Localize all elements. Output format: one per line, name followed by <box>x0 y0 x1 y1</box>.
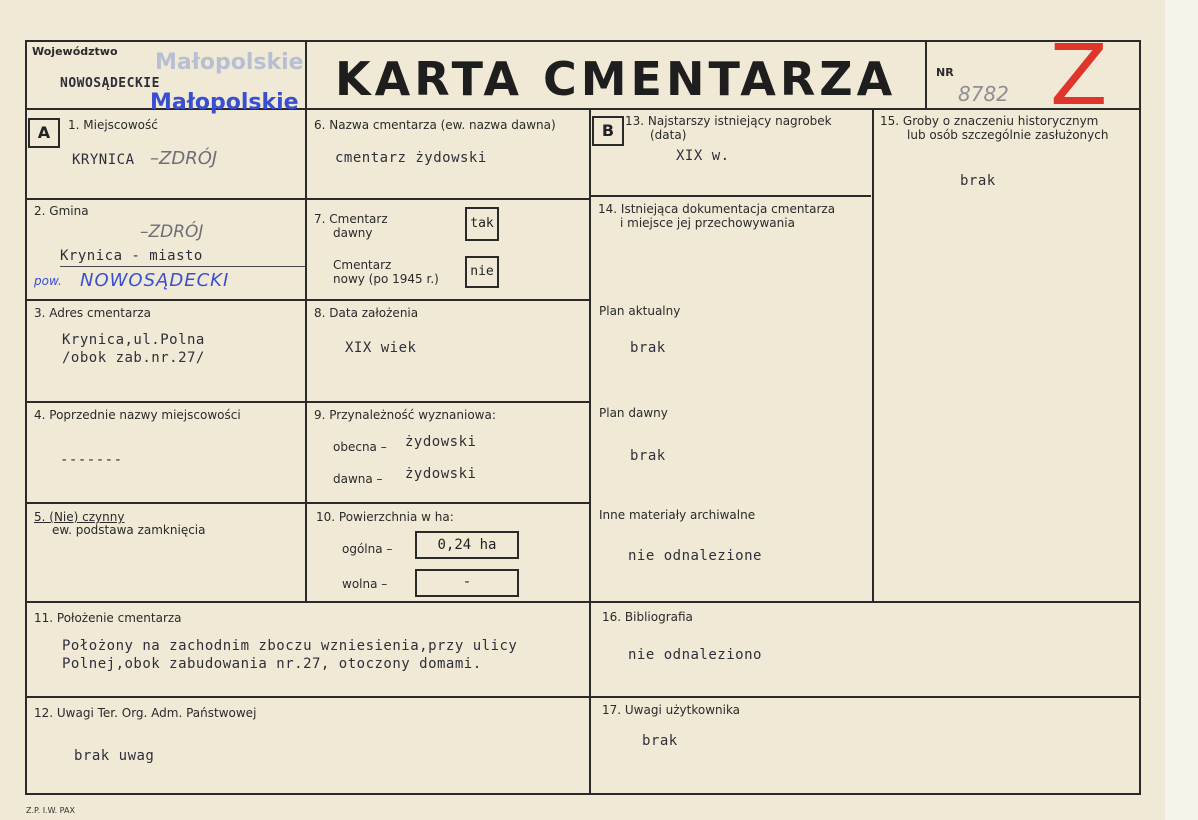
b-divider-1 <box>590 195 871 197</box>
plan-current-label: Plan aktualny <box>599 304 681 318</box>
field-2-hand-above: –ZDRÓJ <box>140 222 204 242</box>
col-divider-2 <box>589 108 591 795</box>
field-7-label-new: Cmentarz <box>333 258 392 272</box>
category-letter: Z <box>1050 26 1108 124</box>
row-divider-3 <box>25 401 590 403</box>
other-materials-label: Inne materiały archiwalne <box>599 508 756 522</box>
field-13-label-2: (data) <box>650 128 687 142</box>
voivodeship-label: Województwo <box>32 45 118 58</box>
field-5-label: 5. (Nie) czynny <box>34 510 125 524</box>
field-7-label-new-2: nowy (po 1945 r.) <box>333 272 439 286</box>
field-15-label: 15. Groby o znaczeniu historycznym <box>880 114 1099 128</box>
printer-mark: Z.P. I.W. PAX <box>26 806 75 815</box>
field-14-label: 14. Istniejąca dokumentacja cmentarza <box>598 202 836 216</box>
field-11-line1: Położony na zachodnim zboczu wzniesienia,przy ulicy <box>62 638 518 654</box>
row-divider-1 <box>25 198 590 200</box>
field-7-label: 7. Cmentarz <box>314 212 388 226</box>
field-2-label: 2. Gmina <box>34 204 89 218</box>
field-10-free-value[interactable]: - <box>415 569 519 597</box>
nr-label: NR <box>936 66 954 79</box>
field-15-value: brak <box>960 173 996 189</box>
plan-old-value: brak <box>630 448 666 464</box>
field-6-label: 6. Nazwa cmentarza (ew. nazwa dawna) <box>314 118 556 132</box>
field-11-line2: Polnej,obok zabudowania nr.27, otoczony domami. <box>62 656 482 672</box>
field-1-label: 1. Miejscowość <box>68 118 158 132</box>
field-7-new-checkbox[interactable]: nie <box>465 256 499 288</box>
field-16-label: 16. Bibliografia <box>602 610 693 624</box>
row-divider-2 <box>25 299 590 301</box>
field-1-hand: –ZDRÓJ <box>150 148 218 169</box>
field-9-former-label: dawna – <box>333 472 383 486</box>
field-16-value: nie odnaleziono <box>628 647 762 663</box>
field-3-label: 3. Adres cmentarza <box>34 306 151 320</box>
row-divider-4 <box>25 502 590 504</box>
row-divider-6 <box>25 696 1141 698</box>
plan-old-label: Plan dawny <box>599 406 668 420</box>
field-4-label: 4. Poprzednie nazwy miejscowości <box>34 408 241 422</box>
field-12-label: 12. Uwagi Ter. Org. Adm. Państwowej <box>34 706 257 720</box>
field-7-label-old: dawny <box>333 226 373 240</box>
field-11-label: 11. Położenie cmentarza <box>34 611 182 625</box>
field-8-label: 8. Data założenia <box>314 306 419 320</box>
field-17-label: 17. Uwagi użytkownika <box>602 703 741 717</box>
field-10-free-label: wolna – <box>342 577 388 591</box>
other-materials-value: nie odnalezione <box>628 548 762 564</box>
field-3-line2: /obok zab.nr.27/ <box>62 350 205 366</box>
section-a-marker: A <box>28 118 60 148</box>
field-3-line1: Krynica,ul.Polna <box>62 332 205 348</box>
field-6-value: cmentarz żydowski <box>335 150 487 166</box>
field-1-value: KRYNICA <box>72 152 135 168</box>
field-2-value: Krynica - miasto <box>60 248 203 264</box>
row-divider-5 <box>25 601 1141 603</box>
field-2-pow: pow. <box>34 274 62 288</box>
field-10-total-label: ogólna – <box>342 542 393 556</box>
nr-divider <box>925 40 927 108</box>
field-13-value: XIX w. <box>676 148 730 164</box>
nr-value: 8782 <box>958 82 1009 106</box>
col-divider-3 <box>872 108 874 601</box>
field-13-label: 13. Najstarszy istniejący nagrobek <box>625 114 832 128</box>
field-12-value: brak uwag <box>74 748 155 764</box>
field-15-label-2: lub osób szczególnie zasłużonych <box>907 128 1109 142</box>
voivodeship-typed: NOWOSĄDECKIE <box>60 76 160 91</box>
field-17-value: brak <box>642 733 678 749</box>
field-9-current-label: obecna – <box>333 440 387 454</box>
field-2-county: NOWOSĄDECKI <box>80 270 230 291</box>
field-10-label: 10. Powierzchnia w ha: <box>316 510 454 524</box>
field-10-total-value[interactable]: 0,24 ha <box>415 531 519 559</box>
card-title: KARTA CMENTARZA <box>335 52 897 106</box>
section-b-marker: B <box>592 116 624 146</box>
plan-current-value: brak <box>630 340 666 356</box>
voivodeship-stamp: Małopolskie <box>150 90 299 115</box>
gmina-underline <box>60 266 305 267</box>
field-8-value: XIX wiek <box>345 340 417 356</box>
field-4-value: ------- <box>60 452 123 468</box>
field-5-sublabel: ew. podstawa zamknięcia <box>52 523 206 537</box>
field-9-current-value: żydowski <box>405 434 477 450</box>
field-9-former-value: żydowski <box>405 466 477 482</box>
faded-stamp: Małopolskie <box>155 50 304 75</box>
field-9-label: 9. Przynależność wyznaniowa: <box>314 408 496 422</box>
field-14-label-2: i miejsce jej przechowywania <box>620 216 795 230</box>
field-7-old-checkbox[interactable]: tak <box>465 207 499 241</box>
col-divider-1 <box>305 40 307 601</box>
card-edge <box>1165 0 1198 820</box>
